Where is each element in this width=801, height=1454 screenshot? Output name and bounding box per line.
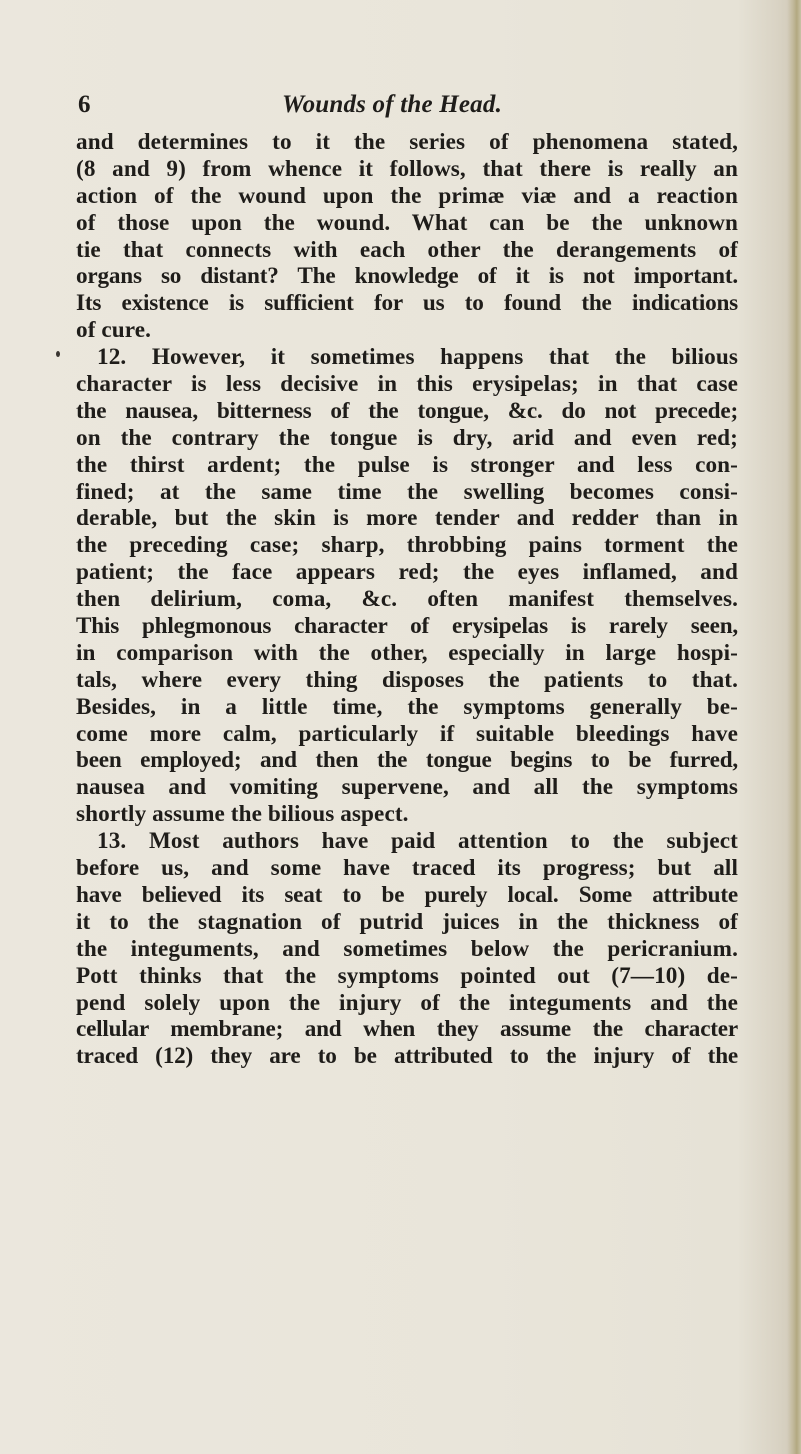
text-line: pend solely upon the injury of the integuments and the: [76, 989, 738, 1016]
body-text: [76, 129, 738, 1070]
text-line: tals, where every thing disposes the patients to that.: [76, 666, 738, 693]
text-line: have believed its seat to be purely local. Some attribute: [76, 881, 738, 908]
text-line: nausea and vomiting supervene, and all the symptoms: [76, 774, 738, 801]
text-line: cellular membrane; and when they assume the character: [76, 1016, 738, 1043]
text-line: on the contrary the tongue is dry, arid and even red;: [76, 424, 738, 451]
page-edge: [787, 0, 801, 1454]
text-line: the thirst ardent; the pulse is stronger and less con-: [76, 451, 738, 478]
text-line: it to the stagnation of putrid juices in the thickness of: [76, 908, 738, 935]
text-line: shortly assume the bilious aspect.: [76, 801, 409, 828]
paragraph-start-13: 13. Most authors have paid attention to the subject: [97, 828, 738, 855]
text-line: the preceding case; sharp, throbbing pains torment the: [76, 532, 738, 559]
text-line: tie that connects with each other the derangements of: [76, 236, 738, 263]
text-line: in comparison with the other, especially in large hospi-: [76, 639, 738, 666]
text-line: Its existence is sufficient for us to found the indications: [76, 290, 738, 317]
running-title: Wounds of the Head.: [282, 91, 503, 118]
text-line: of those upon the wound. What can be the unknown: [76, 209, 738, 236]
text-line: organs so distant? The knowledge of it is not important.: [76, 263, 738, 290]
text-line: come more calm, particularly if suitable bleedings have: [76, 720, 738, 747]
text-line: fined; at the same time the swelling becomes consi-: [76, 478, 738, 505]
text-line: This phlegmonous character of erysipelas is rarely seen,: [76, 613, 738, 640]
text-line: action of the wound upon the primæ viæ and a reaction: [76, 182, 738, 209]
text-line: then delirium, coma, &c. often manifest themselves.: [76, 586, 738, 613]
text-line: patient; the face appears red; the eyes inflamed, and: [76, 559, 738, 586]
text-line: the nausea, bitterness of the tongue, &c. do not precede;: [76, 397, 738, 424]
text-line: (8 and 9) from whence it follows, that there is really an: [76, 155, 738, 182]
text-line: before us, and some have traced its progress; but all: [76, 855, 738, 882]
text-line: Besides, in a little time, the symptoms generally be-: [76, 693, 738, 720]
text-line: been employed; and then the tongue begins to be furred,: [76, 747, 738, 774]
text-line: Pott thinks that the symptoms pointed out (7—10) de-: [76, 962, 738, 989]
text-line: the integuments, and sometimes below the pericranium.: [76, 935, 738, 962]
page-number: 6: [78, 91, 91, 118]
text-line: character is less decisive in this erysipelas; in that case: [76, 371, 738, 398]
text-line: derable, but the skin is more tender and redder than in: [76, 505, 738, 532]
text-line: of cure.: [76, 317, 152, 344]
ink-speck: [56, 351, 60, 357]
paragraph-start-12: 12. However, it sometimes happens that the bilious: [97, 344, 738, 371]
text-line: traced (12) they are to be attributed to the injury of the: [76, 1043, 738, 1070]
text-line: and determines to it the series of phenomena stated,: [76, 129, 738, 155]
page-header: [78, 88, 738, 122]
